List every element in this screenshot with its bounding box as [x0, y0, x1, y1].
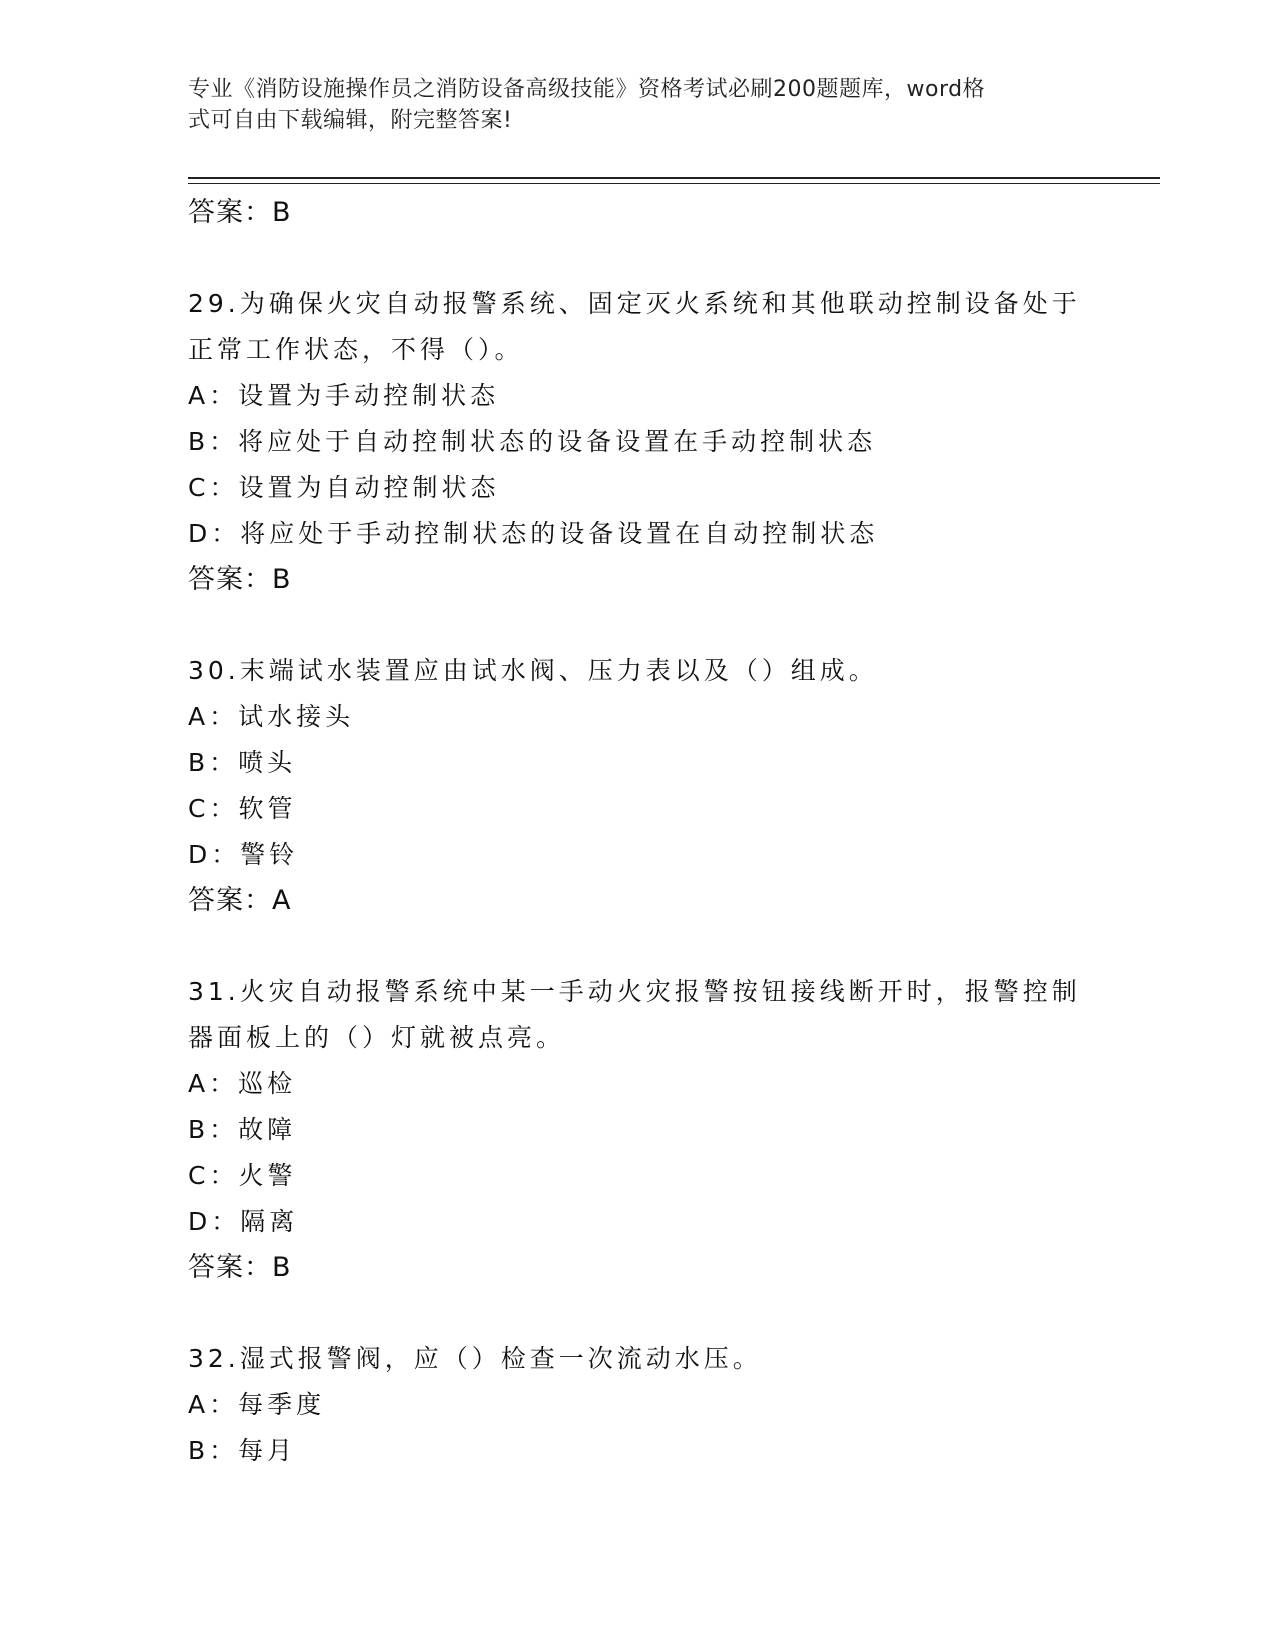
option-b: B：故障 [188, 1115, 297, 1144]
answer-line: 答案：A [188, 885, 292, 916]
question-text: 30.末端试水装置应由试水阀、压力表以及（）组成。 [188, 656, 878, 685]
question-block [188, 281, 1108, 603]
answer-line: 答案：B [188, 1252, 292, 1283]
document-header [188, 74, 1088, 136]
question-block [188, 648, 1108, 924]
option-b: B：喷头 [188, 748, 297, 777]
question-list [188, 190, 1108, 1474]
header-line-1: 专业《消防设施操作员之消防设备高级技能》资格考试必刷200题题库，word格 [188, 77, 986, 102]
header-divider-thin [188, 183, 1160, 184]
option-a: A：巡检 [188, 1069, 297, 1098]
question-block [188, 1336, 1108, 1474]
question-text: 器面板上的（）灯就被点亮。 [188, 1023, 566, 1052]
option-b: B：将应处于自动控制状态的设备设置在手动控制状态 [188, 427, 877, 456]
question-text: 31.火灾自动报警系统中某一手动火灾报警按钮接线断开时，报警控制 [188, 977, 1081, 1006]
header-line-2: 式可自由下载编辑，附完整答案! [188, 108, 513, 133]
option-a: A：试水接头 [188, 702, 355, 731]
option-a: A：设置为手动控制状态 [188, 381, 500, 410]
option-c: C：设置为自动控制状态 [188, 473, 500, 502]
question-text: 正常工作状态，不得（）。 [188, 335, 524, 364]
answer-line: 答案：B [188, 564, 292, 595]
question-text: 29.为确保火灾自动报警系统、固定灭火系统和其他联动控制设备处于 [188, 289, 1081, 318]
spacer [188, 236, 1108, 281]
option-a: A：每季度 [188, 1390, 326, 1419]
header-divider-thick [188, 177, 1160, 179]
question-block [188, 969, 1108, 1291]
option-c: C：软管 [188, 794, 297, 823]
question-text: 32.湿式报警阀，应（）检查一次流动水压。 [188, 1344, 762, 1373]
spacer [188, 924, 1108, 969]
option-d: D：警铃 [188, 840, 299, 869]
option-c: C：火警 [188, 1161, 297, 1190]
option-b: B：每月 [188, 1436, 297, 1465]
spacer [188, 1291, 1108, 1336]
option-d: D：隔离 [188, 1207, 299, 1236]
spacer [188, 603, 1108, 648]
answer-line: 答案：B [188, 197, 292, 228]
option-d: D：将应处于手动控制状态的设备设置在自动控制状态 [188, 519, 879, 548]
